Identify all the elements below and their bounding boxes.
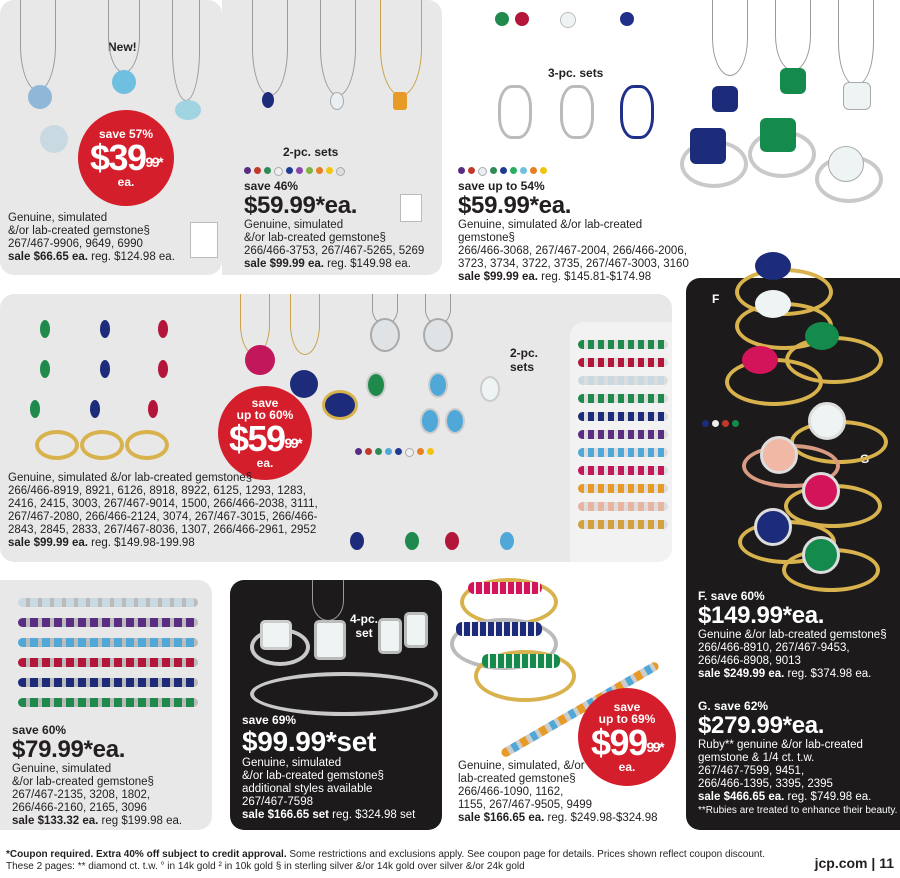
tennis-bracelet (578, 448, 668, 457)
badge-save: save 57% (98, 127, 154, 141)
threepc-label: 3-pc. sets (548, 66, 604, 80)
multi-twopc-label: 2-pc. sets (510, 346, 539, 374)
opal-ring-stone (260, 620, 292, 650)
sapphire-earring (90, 400, 100, 418)
ruby-stud (515, 12, 529, 26)
dragonfly-info: Genuine, simulated &/or lab-created gemstone§ 267/467-9906, 9649, 6990 sale $66.65 ea. reg. $124.98 ea. (8, 212, 175, 263)
topaz-halo-earring (428, 372, 448, 398)
topaz-halo-earring (445, 408, 465, 434)
sale-badge (78, 110, 174, 206)
gold-ring (80, 430, 124, 460)
fourpc-label: 4-pc. set (350, 612, 379, 640)
sapphire-pendant (712, 86, 738, 112)
halo-pendant (423, 318, 453, 352)
badge-save: save (613, 700, 641, 714)
badge-save2: up to 60% (236, 408, 294, 422)
f-info: F. save 60% $149.99*ea. Genuine &/or lab-created gemstone§ 266/466-8910, 267/467-9453, 266/466-8908, 9013 sale $249.99 ea. reg. $374.98 ea. (698, 589, 887, 680)
hoop-earrings (560, 85, 594, 139)
ruby-earring (148, 400, 158, 418)
f-label: F (712, 292, 720, 306)
badge-unit: ea. (618, 760, 636, 774)
pendant-chain (20, 0, 56, 91)
color-swatches (355, 448, 434, 457)
opal-cushion-pendant (314, 620, 346, 660)
emerald-halo-stone (802, 536, 840, 574)
xo-bracelet (18, 658, 198, 667)
opal-stud (560, 12, 576, 28)
new-tag: New! (108, 40, 137, 54)
gold-ring (125, 430, 169, 460)
pendant-chain (172, 0, 200, 101)
xo-bracelet (18, 598, 198, 607)
badge-unit: ea. (117, 175, 135, 189)
ruby-stone (742, 346, 778, 374)
ruby-earring (158, 320, 168, 338)
necklace-chain (838, 0, 874, 86)
site-page-number: jcp.com | 11 (814, 855, 894, 871)
halo-pendant (370, 318, 400, 352)
emerald-drop-earring (405, 532, 419, 550)
tennis-bracelet (578, 394, 668, 403)
silver-chain (312, 580, 344, 621)
necklace-chain (775, 0, 811, 71)
threepc-info: save up to 54% $59.99*ea. Genuine, simulated &/or lab-created gemstone§ 266/466-3068, 267/467-2004, 266/466-2006, 3723, 3734, 3722, 3735, 267/467-3003, 3160 sale $99.99 ea. reg. $145.81-$174.98 (458, 179, 689, 283)
sapphire-band (456, 622, 542, 636)
g-info: G. save 62% $279.99*ea. Ruby** genuine &/or lab-created gemstone & 1/4 ct. t.w. 267/467-7599, 9451, 266/466-1395, 3395, 2395 sale $466.65 ea. reg. $749.98 ea. **Rubies are treated to enhance their beauty. (698, 699, 898, 816)
opal-halo-earring (480, 376, 500, 402)
hoop-earrings (620, 85, 654, 139)
badge-save2: up to 69% (598, 712, 656, 726)
xo-bracelet (18, 698, 198, 707)
tennis-bracelet (578, 502, 668, 511)
tennis-bracelet (578, 358, 668, 367)
badge-price: $\$39^{99*}$ (89, 137, 163, 178)
sale-badge (218, 386, 312, 480)
ruby-earring (158, 360, 168, 378)
gold-ring (35, 430, 79, 460)
badge-price: $\$59^{99*}$ (228, 418, 302, 459)
xo-bracelet (18, 678, 198, 687)
emerald-band (482, 654, 560, 668)
emerald-stud (495, 12, 509, 26)
sapphire-flower-pendant (290, 370, 318, 398)
opal-pendant (843, 82, 871, 110)
emerald-earring (40, 320, 50, 338)
pendant-gem (40, 125, 68, 153)
pendant-gem (112, 70, 136, 94)
footer-disclaimer: *Coupon required. Extra 40% off subject to credit approval. Some restrictions and exclusions apply. See coupon page for details. Prices shown reflect coupon discount. These 2 pages: ** diamond ct. t.w. ° in 14k gold ² in 10k gold § in sterling silver &/or 14k gold over silver &/or 24k gold (6, 849, 766, 872)
sapphire-ring (322, 390, 358, 420)
badge-unit: ea. (256, 456, 274, 470)
sapphire-stone (690, 128, 726, 164)
opal-stone (755, 290, 791, 318)
emerald-halo-earring (366, 372, 386, 398)
color-swatches (244, 167, 345, 176)
xo-bracelet (18, 638, 198, 647)
sapphire-earring (100, 360, 110, 378)
sapphire-halo-stone (754, 508, 792, 546)
tennis-bracelet (578, 340, 668, 349)
tennis-bracelet (578, 520, 668, 529)
bracelets-info: save 60% $79.99*ea. Genuine, simulated &/or lab-created gemstone§ 267/467-2135, 3208, 1802, 266/466-2160, 2165, 3096 sale $133.32 ea. reg $199.98 ea. (12, 723, 183, 827)
opal-pendant (330, 92, 344, 110)
sapphire-stud (620, 12, 634, 26)
emerald-pendant (780, 68, 806, 94)
color-swatches (702, 420, 739, 427)
emerald-earring (30, 400, 40, 418)
g-label: G (860, 452, 870, 466)
citrine-pendant (393, 92, 407, 110)
pendant-gem (175, 100, 201, 120)
ruby-band (468, 582, 542, 594)
color-swatches (458, 167, 547, 176)
twopc-info: save 46% $59.99*ea. Genuine, simulated &/or lab-created gemstone§ 266/466-3753, 267/467-5265, 5269 sale $99.99 ea. reg. $149.98 ea. (244, 179, 425, 270)
pendant-chain (108, 0, 140, 73)
sapphire-earring (100, 320, 110, 338)
rings-info: Genuine, simulated, &/or lab-created gemstone§ 266/466-1090, 1162, 1155, 267/467-9505, 9499 sale $166.65 ea. reg. $249.98-$324.98 (458, 760, 658, 824)
twopc-label: 2-pc. sets (283, 145, 339, 159)
tennis-bracelet (578, 376, 668, 385)
sapphire-drop-earring (350, 532, 364, 550)
necklace-chain (380, 0, 422, 96)
necklace-chain (252, 0, 288, 96)
pendant-gem (28, 85, 52, 109)
fourpc-info: save 69% $99.99*set Genuine, simulated &/or lab-created gemstone§ additional styles available 267/467-7598 sale $166.65 set reg. $324.98 set (242, 713, 416, 821)
opal-bangle (250, 672, 438, 716)
hoop-earrings (498, 85, 532, 139)
badge-save: save (251, 396, 279, 410)
necklace-chain (712, 0, 748, 76)
necklace-chain (320, 0, 356, 96)
ruby-flower-pendant (245, 345, 275, 375)
tennis-bracelet (578, 466, 668, 475)
emerald-earring (40, 360, 50, 378)
emerald-stone (760, 118, 796, 152)
morganite-stone (760, 436, 798, 474)
ruby-halo-stone (802, 472, 840, 510)
xo-bracelet (18, 618, 198, 627)
topaz-halo-earring (420, 408, 440, 434)
emerald-stone (805, 322, 839, 350)
ruby-drop-earring (445, 532, 459, 550)
gold-chain (290, 294, 320, 355)
opal-earring (378, 618, 402, 654)
opal-halo-stone (808, 402, 846, 440)
tennis-bracelet (578, 484, 668, 493)
opal-stone (828, 146, 864, 182)
multi-info: Genuine, simulated &/or lab-created gemstone§ 266/466-8919, 8921, 6126, 8918, 8922, 6125, 1293, 1283, 2416, 2415, 3003, 267/467-9014, 1500, 266/466-2038, 3111, 267/467-2080, 266/466-2124, 3074, 267/467-3015, 266/466- 2843, 2845, 2833, 267/467-8036, 1307, 266/466-2961, 2952 sale $99.99 ea. reg. $149.98-199.98 (8, 472, 318, 549)
sapphire-pendant (262, 92, 274, 108)
opal-earring (404, 612, 428, 648)
sapphire-stone (755, 252, 791, 280)
tennis-bracelet (578, 412, 668, 421)
topaz-drop-earring (500, 532, 514, 550)
badge-price: $\$99^{99*}$ (590, 722, 664, 763)
tennis-bracelet (578, 430, 668, 439)
